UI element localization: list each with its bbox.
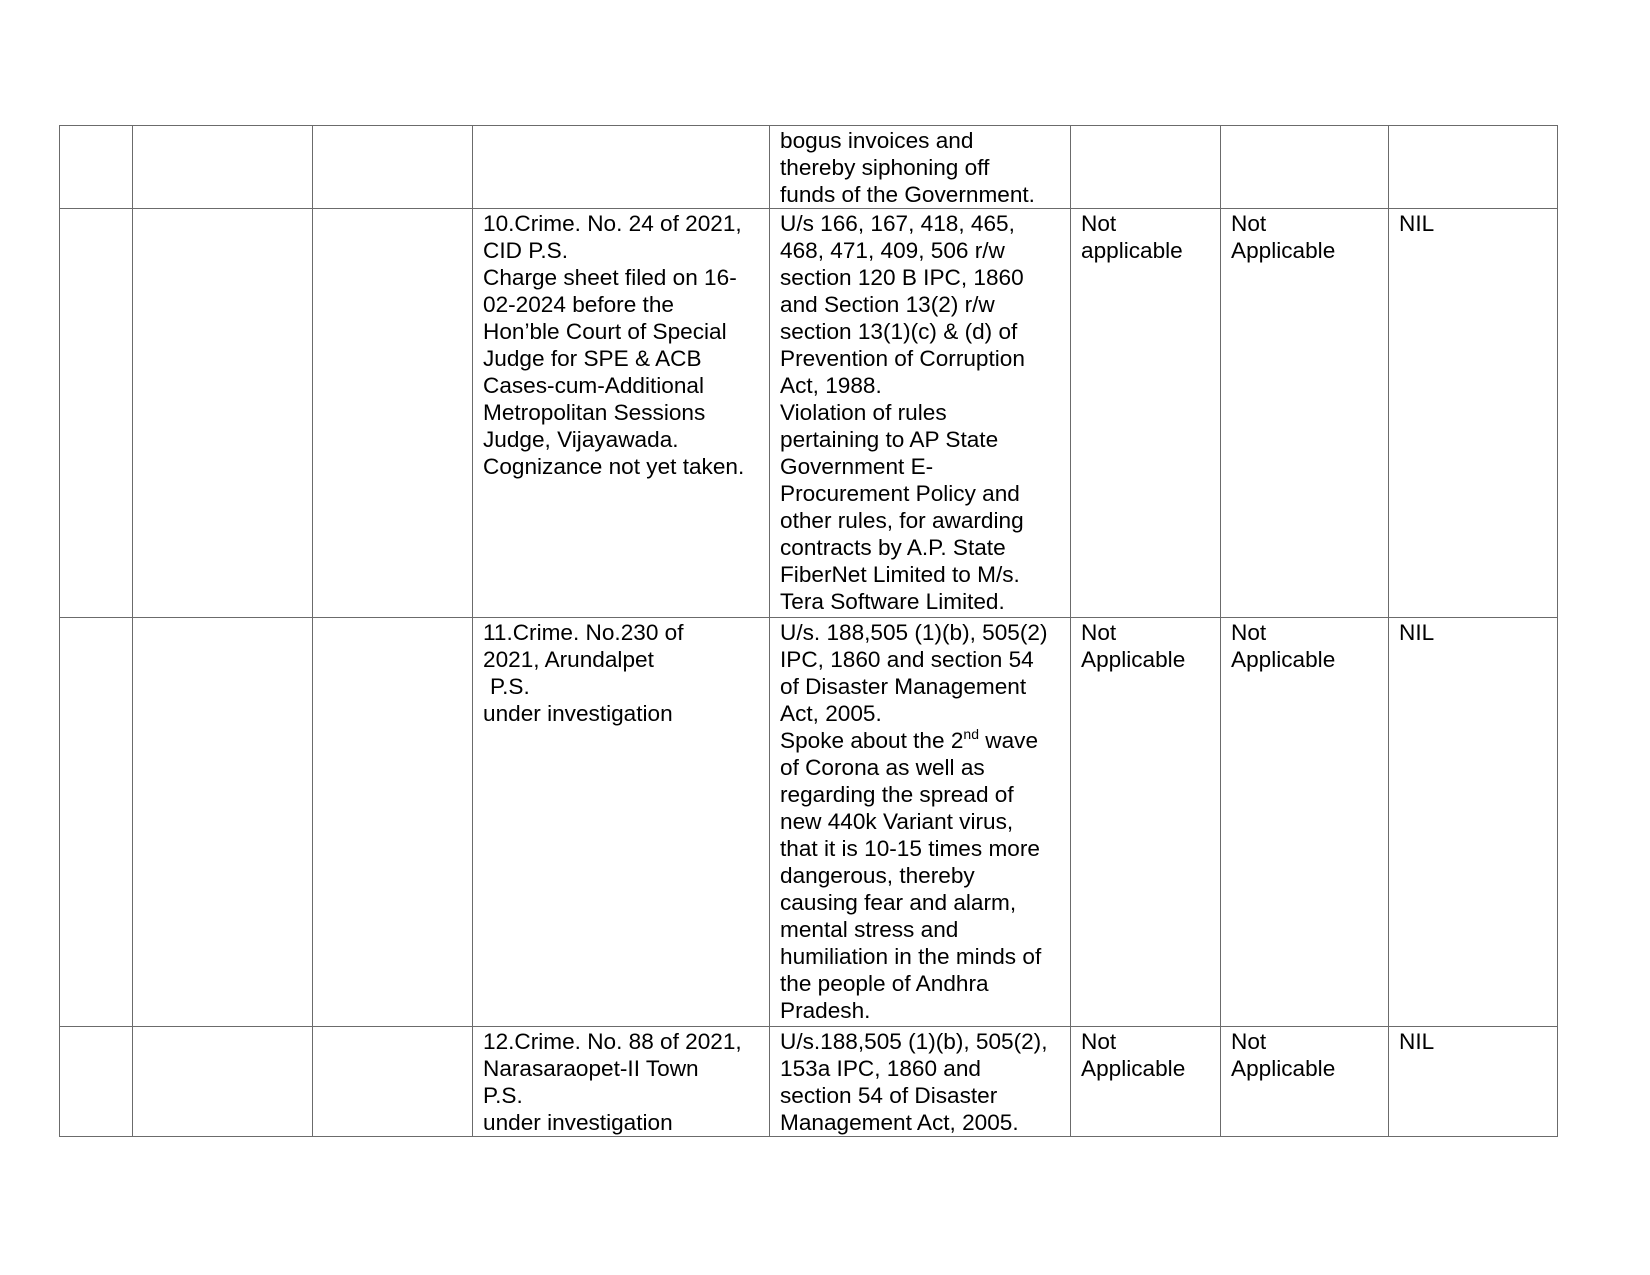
text-line: funds of the Government. (780, 182, 1035, 207)
text-line: Judge, Vijayawada. (483, 427, 679, 452)
text-line: other rules, for awarding (780, 508, 1024, 533)
name-cell (133, 126, 313, 209)
text-line: Not (1081, 620, 1117, 645)
remarks-cell (1389, 1027, 1558, 1137)
text-line: regarding the spread of (780, 782, 1014, 807)
table-row (60, 618, 1558, 1027)
text-line: Violation of rules (780, 400, 947, 425)
text-line: Prevention of Corruption (780, 346, 1025, 371)
text-line: Not (1231, 620, 1267, 645)
table-row (60, 209, 1558, 618)
text-line: 468, 471, 409, 506 r/w (780, 238, 1005, 263)
text-line: under investigation (483, 1110, 673, 1135)
punishment-cell (1221, 209, 1389, 618)
text-line: U/s. 188,505 (1)(b), 505(2) (780, 620, 1048, 645)
table-row (60, 126, 1558, 209)
name-cell (133, 618, 313, 1027)
text-line: that it is 10-15 times more (780, 836, 1040, 861)
text-line: section 54 of Disaster (780, 1083, 998, 1108)
act-cell (770, 618, 1071, 1027)
text-line: CID P.S. (483, 238, 568, 263)
text-line: P.S. (483, 1083, 523, 1108)
case-cell (473, 1027, 770, 1137)
text-line: U/s.188,505 (1)(b), 505(2), (780, 1029, 1048, 1054)
details-cell (313, 1027, 473, 1137)
text-line: Not (1231, 1029, 1267, 1054)
text-line: section 120 B IPC, 1860 (780, 265, 1024, 290)
text-line: Management Act, 2005. (780, 1110, 1019, 1135)
case-cell (473, 618, 770, 1027)
nil-text: NIL (1399, 620, 1435, 645)
text-line: causing fear and alarm, (780, 890, 1017, 915)
remarks-cell (1389, 209, 1558, 618)
act-cell (770, 126, 1071, 209)
text-line: Narasaraopet-II Town (483, 1056, 699, 1081)
act-cell (770, 1027, 1071, 1137)
text-line: U/s 166, 167, 418, 465, (780, 211, 1015, 236)
text-line: mental stress and (780, 917, 959, 942)
text-line: 02-2024 before the (483, 292, 674, 317)
text-fragment: Spoke about the 2 (780, 728, 964, 753)
text-line: Pradesh. (780, 998, 871, 1023)
superscript: nd (963, 726, 979, 742)
text-line: Charge sheet filed on 16- (483, 265, 737, 290)
text-line: Act, 2005. (780, 701, 882, 726)
serial-cell (60, 126, 133, 209)
text-line: humiliation in the minds of (780, 944, 1042, 969)
text-line: Government E- (780, 454, 934, 479)
text-line: Tera Software Limited. (780, 589, 1005, 614)
text-line: contracts by A.P. State (780, 535, 1006, 560)
details-cell (313, 209, 473, 618)
case-cell (473, 126, 770, 209)
disqualification-cell (1071, 209, 1221, 618)
case-cell (473, 209, 770, 618)
text-line: Judge for SPE & ACB (483, 346, 702, 371)
text-line: section 13(1)(c) & (d) of (780, 319, 1018, 344)
serial-cell (60, 1027, 133, 1137)
text-line: Not (1081, 1029, 1117, 1054)
punishment-cell (1221, 618, 1389, 1027)
disqualification-cell (1071, 126, 1221, 209)
text-line: Applicable (1081, 647, 1186, 672)
text-line: applicable (1081, 238, 1183, 263)
text-line: and Section 13(2) r/w (780, 292, 995, 317)
text-line: Cognizance not yet taken. (483, 454, 745, 479)
serial-cell (60, 618, 133, 1027)
text-line: 2021, Arundalpet (483, 647, 654, 672)
text-line: Not (1231, 211, 1267, 236)
text-line: 153a IPC, 1860 and (780, 1056, 981, 1081)
text-line: Act, 1988. (780, 373, 882, 398)
text-line: Applicable (1231, 1056, 1336, 1081)
text-line: the people of Andhra (780, 971, 989, 996)
text-line: 12.Crime. No. 88 of 2021, (483, 1029, 742, 1054)
text-line: Cases-cum-Additional (483, 373, 705, 398)
text-line: bogus invoices and (780, 128, 974, 153)
text-line: new 440k Variant virus, (780, 809, 1014, 834)
criminal-cases-table (59, 125, 1558, 1137)
punishment-cell (1221, 126, 1389, 209)
text-line: Not (1081, 211, 1117, 236)
text-line: Metropolitan Sessions (483, 400, 706, 425)
text-line: 11.Crime. No.230 of (483, 620, 684, 645)
text-line: Applicable (1231, 647, 1336, 672)
text-line: Procurement Policy and (780, 481, 1020, 506)
name-cell (133, 1027, 313, 1137)
text-line: 10.Crime. No. 24 of 2021, (483, 211, 742, 236)
text-line: Hon’ble Court of Special (483, 319, 727, 344)
table-row (60, 1027, 1558, 1137)
text-line: Applicable (1231, 238, 1336, 263)
text-line: dangerous, thereby (780, 863, 975, 888)
text-line: under investigation (483, 701, 673, 726)
nil-text: NIL (1399, 211, 1435, 236)
text-line: thereby siphoning off (780, 155, 990, 180)
disqualification-cell (1071, 618, 1221, 1027)
remarks-cell (1389, 126, 1558, 209)
details-cell (313, 618, 473, 1027)
text-line: FiberNet Limited to M/s. (780, 562, 1020, 587)
text-line: of Corona as well as (780, 755, 985, 780)
text-line: pertaining to AP State (780, 427, 999, 452)
text-line: P.S. (490, 674, 530, 699)
text-line: IPC, 1860 and section 54 (780, 647, 1034, 672)
name-cell (133, 209, 313, 618)
text-fragment: wave (979, 728, 1039, 753)
act-cell (770, 209, 1071, 618)
serial-cell (60, 209, 133, 618)
text-line: of Disaster Management (780, 674, 1027, 699)
punishment-cell (1221, 1027, 1389, 1137)
details-cell (313, 126, 473, 209)
text-line: Applicable (1081, 1056, 1186, 1081)
disqualification-cell (1071, 1027, 1221, 1137)
text-line (780, 727, 1062, 754)
nil-text: NIL (1399, 1029, 1435, 1054)
remarks-cell (1389, 618, 1558, 1027)
